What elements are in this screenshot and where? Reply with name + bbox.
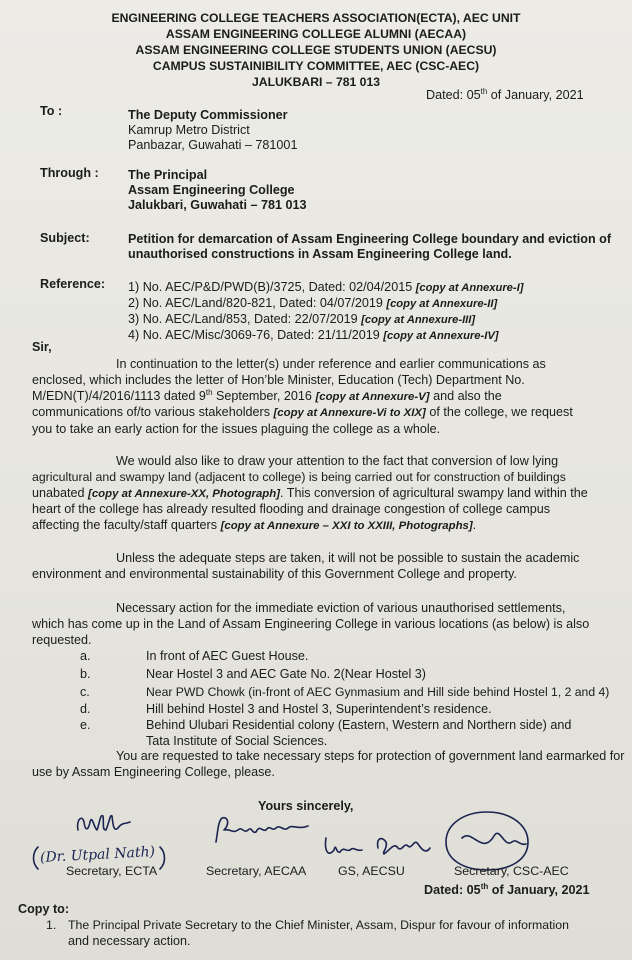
letterhead-line-aecsu: ASSAM ENGINEERING COLLEGE STUDENTS UNION (AECSU) bbox=[135, 43, 497, 57]
closing-yours-sincerely: Yours sincerely, bbox=[258, 799, 354, 813]
salutation: Sir, bbox=[32, 340, 52, 354]
to-address bbox=[128, 108, 297, 153]
through-line-2: Assam Engineering College bbox=[128, 183, 295, 197]
copy-to-label: Copy to: bbox=[18, 902, 70, 916]
to-line-3: Panbazar, Guwahati – 781001 bbox=[128, 138, 298, 152]
signatory-secretary-ecta: Secretary, ECTA bbox=[66, 864, 158, 878]
handwritten-name: (Dr. Utpal Nath) bbox=[39, 843, 156, 867]
subject-line-1: Petition for demarcation of Assam Engineering College boundary and eviction of bbox=[128, 232, 612, 246]
paragraph-eviction: Necessary action for the immediate eviction of various unauthorised settlements, which has come up in the Land of Assam Engineering College in various locations (as below) is also requested. bbox=[32, 601, 590, 647]
signatory-secretary-aecaa: Secretary, AECAA bbox=[206, 864, 307, 878]
to-line-2: Kamrup Metro District bbox=[128, 123, 250, 137]
letterhead bbox=[0, 10, 632, 90]
reference-item: 4) No. AEC/Misc/3069-76, Dated: 21/11/2019 [copy at Annexure-IV] bbox=[128, 328, 499, 342]
signature-ecta-icon bbox=[70, 808, 140, 848]
through-label: Through : bbox=[40, 166, 99, 180]
letterhead-line-csc: CAMPUS SUSTAINIBILITY COMMITTEE, AEC (CSC-AEC) bbox=[152, 59, 480, 73]
reference-list bbox=[128, 280, 523, 344]
through-line-1: The Principal bbox=[128, 168, 208, 182]
letterhead-line-aecaa: ASSAM ENGINEERING COLLEGE ALUMNI (AECAA) bbox=[165, 27, 467, 41]
list-item: b. Near Hostel 3 and AEC Gate No. 2(Near Hostel 3) bbox=[80, 667, 426, 681]
through-line-3: Jalukbari, Guwahati – 781 013 bbox=[128, 198, 307, 212]
through-address bbox=[128, 168, 307, 213]
paragraph-swampy-land: We would also like to draw your attention to the fact that conversion of low lying agricultural and swampy land (adjacent to college) is being carried out for construction of buildings unabated [copy at Annexure-XX, Photograph]. This conversion of agricultural swampy land within the heart of the college has already resulted flooding and drainage congestion of college campus affecting the faculty/staff quarters [copy at Annexure – XXI to XXIII, Photographs]. bbox=[32, 454, 588, 533]
paragraph-continuation: In continuation to the letter(s) under reference and earlier communications as enclosed, which includes the letter of Hon’ble Minister, Education (Tech) Department No. M/EDN(T)/4/2016/1113 dated 9th September, 2016 [copy at Annexure-V] and also the communications of/to various stakeholders [copy at Annexure-Vi to XIX] of the college, we request you to take an early action for the issues plaguing the college as a whole. bbox=[32, 357, 573, 437]
signature-aecaa-icon bbox=[208, 812, 318, 852]
reference-item: 1) No. AEC/P&D/PWD(B)/3725, Dated: 02/04/2015 [copy at Annexure-I] bbox=[128, 280, 524, 294]
to-line-1: The Deputy Commissioner bbox=[128, 108, 288, 122]
list-item: c. Near PWD Chowk (in-front of AEC Gynmasium and Hill side behind Hostel 1, 2 and 4) bbox=[80, 685, 610, 699]
paragraph-protection: You are requested to take necessary steps for protection of government land earmarked for use by Assam Engineering College, please. bbox=[32, 749, 625, 779]
reference-item: 2) No. AEC/Land/820-821, Dated: 04/07/2019 [copy at Annexure-II] bbox=[128, 296, 498, 310]
subject-text bbox=[128, 232, 612, 262]
reference-label: Reference: bbox=[40, 277, 106, 291]
letterhead-line-ecta: ENGINEERING COLLEGE TEACHERS ASSOCIATION(ECTA), AEC UNIT bbox=[111, 11, 521, 25]
letterhead-line-address: JALUKBARI – 781 013 bbox=[251, 75, 381, 89]
subject-label: Subject: bbox=[40, 231, 90, 245]
list-item: d. Hill behind Hostel 3 and Hostel 3, Superintendent’s residence. bbox=[80, 702, 492, 716]
signatory-gs-aecsu: GS, AECSU bbox=[338, 864, 405, 878]
letter-date: Dated: 05th of January, 2021 bbox=[426, 86, 584, 102]
paragraph-sustainability: Unless the adequate steps are taken, it will not be possible to sustain the academic environment and environmental sustainability of this Government College and property. bbox=[32, 551, 580, 581]
reference-item: 3) No. AEC/Land/853, Dated: 22/07/2019 [copy at Annexure-III] bbox=[128, 312, 476, 326]
signatory-secretary-csc: Secretary, CSC-AEC bbox=[454, 864, 569, 878]
signature-date: Dated: 05th of January, 2021 bbox=[424, 881, 590, 897]
to-label: To : bbox=[40, 104, 63, 118]
list-item: a. In front of AEC Guest House. bbox=[80, 649, 309, 663]
subject-line-2: unauthorised constructions in Assam Engineering College land. bbox=[128, 247, 512, 261]
copy-to-item: 1. The Principal Private Secretary to the Chief Minister, Assam, Dispur for favour of information and necessary action. bbox=[46, 918, 569, 948]
list-item: e. Behind Ulubari Residential colony (Eastern, Western and Northern side) and Tata Institute of Social Sciences. bbox=[80, 718, 572, 748]
signature-csc-seal-icon bbox=[442, 808, 532, 872]
